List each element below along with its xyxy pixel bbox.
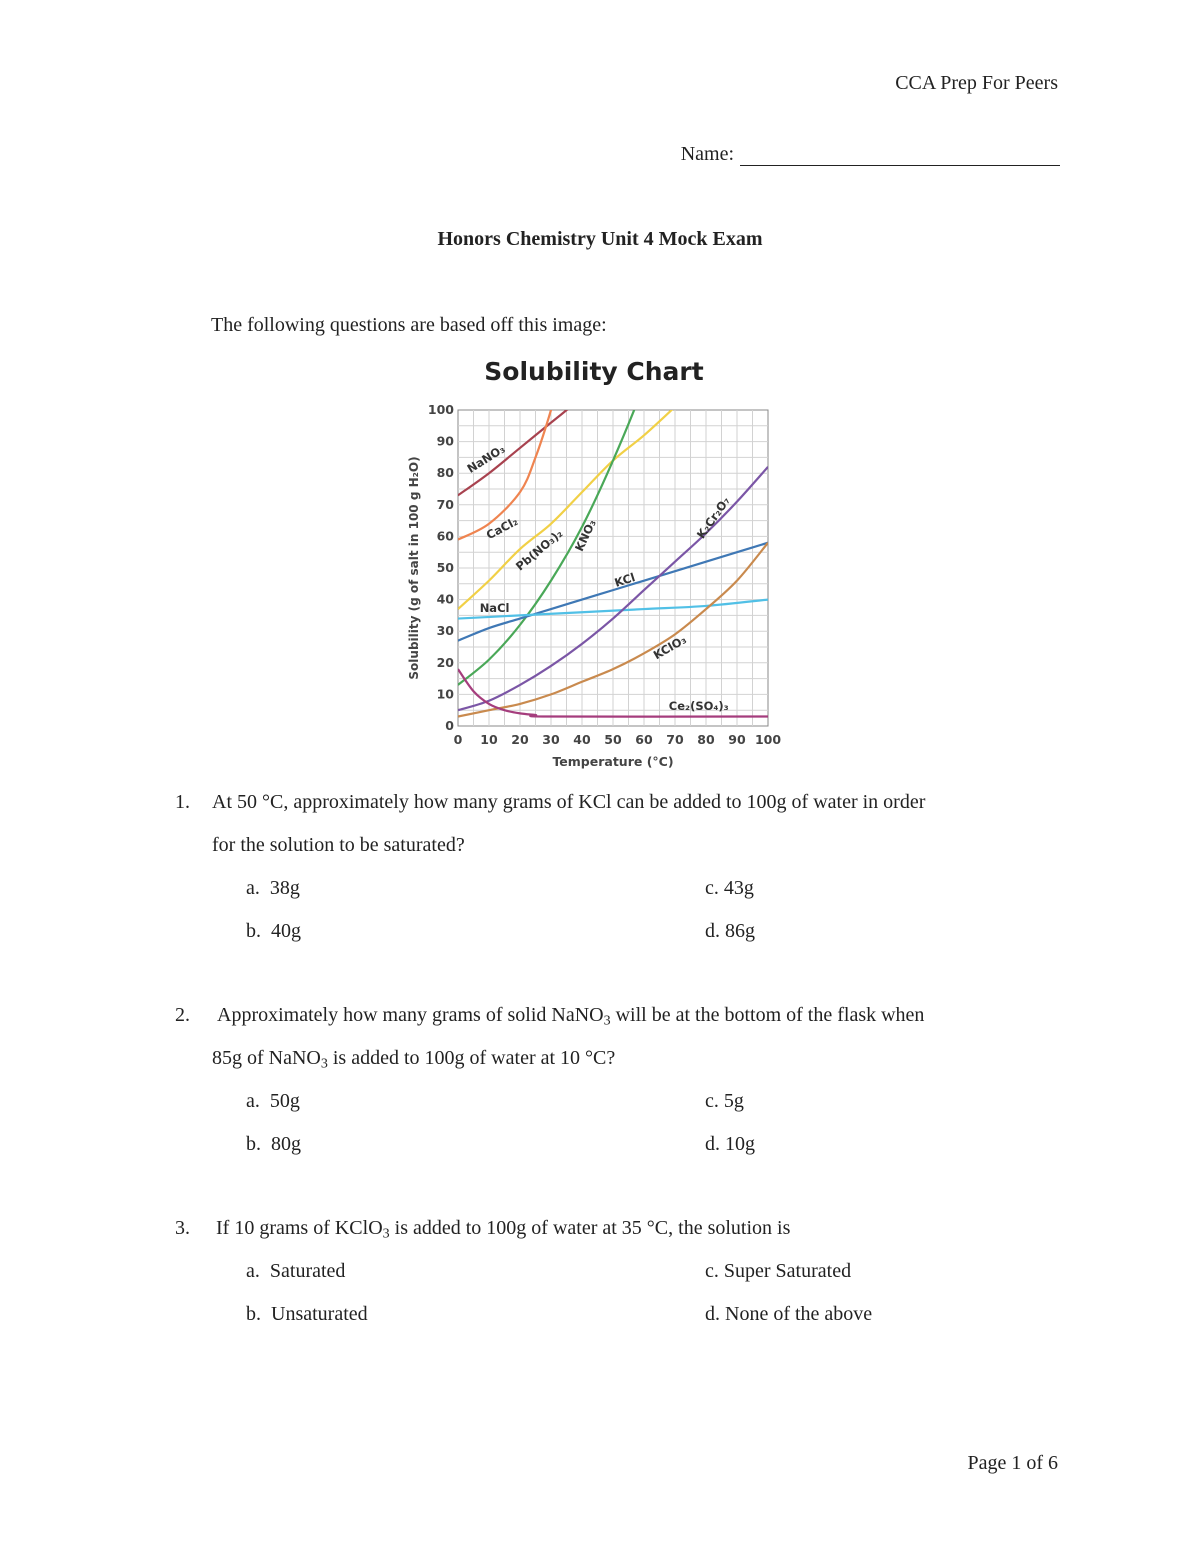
option-letter: d.: [705, 1303, 720, 1325]
option-letter: c.: [705, 1090, 719, 1112]
q3-text-line1: [216, 1217, 790, 1240]
q2-number: 2.: [175, 1004, 190, 1026]
option-text: 50g: [269, 1090, 300, 1112]
y-tick-labels: [428, 402, 454, 733]
q1-option-c[interactable]: [705, 877, 754, 900]
y-tick-label: 30: [436, 623, 454, 639]
y-tick-label: 60: [436, 528, 454, 544]
q2-line1-part: Approximately how many grams of solid NaNO: [217, 1004, 604, 1026]
option-letter: c.: [705, 1260, 719, 1282]
option-letter: a.: [246, 1090, 260, 1112]
header-org: CCA Prep For Peers: [895, 72, 1058, 94]
name-label: Name:: [680, 143, 734, 165]
q3-option-b[interactable]: [246, 1303, 368, 1326]
q3-number: 3.: [175, 1217, 190, 1239]
option-text: Saturated: [269, 1260, 346, 1282]
series-label: KCl: [612, 570, 637, 590]
name-row: [681, 143, 1060, 166]
q2-option-d[interactable]: [705, 1133, 755, 1156]
series-label: K₂Cr₂O₇: [693, 493, 733, 542]
q1-number: 1.: [175, 791, 190, 813]
y-tick-label: 50: [436, 560, 454, 575]
q1-text-line1: At 50 °C, approximately how many grams of KCl can be added to 100g of water in order: [212, 791, 926, 813]
series-label: NaNO₃: [464, 441, 508, 476]
x-tick-label: 90: [728, 732, 746, 747]
option-letter: b.: [246, 1133, 261, 1155]
subscript: 3: [382, 1226, 390, 1242]
option-text: 38g: [269, 877, 300, 899]
y-axis-label: Solubility (g of salt in 100 g H₂O): [407, 456, 421, 680]
q1-option-d[interactable]: [705, 920, 755, 943]
q3-line1-part: is added to 100g of water at 35 °C, the solution is: [389, 1217, 791, 1239]
q3-option-a[interactable]: [246, 1260, 345, 1283]
series-label: CaCl₂: [483, 514, 521, 543]
option-text: Unsaturated: [271, 1303, 368, 1325]
q3-option-d[interactable]: [705, 1303, 872, 1326]
grid: [458, 410, 768, 726]
q3-option-c[interactable]: [705, 1260, 851, 1283]
option-letter: d.: [705, 920, 720, 942]
option-text: 5g: [723, 1090, 744, 1112]
option-text: Super Saturated: [723, 1260, 852, 1282]
series-label: Ce₂(SO₄)₃: [668, 699, 729, 714]
x-tick-labels: [454, 732, 782, 747]
x-tick-label: 30: [542, 732, 560, 747]
x-tick-label: 80: [697, 732, 715, 747]
q2-option-b[interactable]: [246, 1133, 301, 1156]
option-text: 80g: [271, 1133, 301, 1155]
q2-option-a[interactable]: [246, 1090, 300, 1113]
option-letter: b.: [246, 920, 261, 942]
page-number: Page 1 of 6: [967, 1452, 1058, 1474]
y-tick-label: 100: [427, 402, 454, 417]
q2-line2-part: is added to 100g of water at 10 °C?: [327, 1047, 616, 1069]
series-label: Pb(NO₃)₂: [512, 526, 566, 574]
option-letter: b.: [246, 1303, 261, 1325]
option-letter: a.: [246, 877, 260, 899]
y-tick-label: 70: [436, 496, 454, 512]
x-tick-label: 10: [480, 732, 498, 747]
q1-text-line2: for the solution to be saturated?: [212, 834, 465, 856]
option-letter: c.: [705, 877, 719, 899]
x-tick-label: 50: [604, 732, 622, 747]
q1-option-a[interactable]: [246, 877, 300, 900]
option-text: None of the above: [725, 1303, 873, 1325]
q3-line1-part: If 10 grams of KClO: [216, 1217, 383, 1239]
page-title: Honors Chemistry Unit 4 Mock Exam: [437, 228, 763, 250]
series-label: KNO₃: [572, 517, 599, 554]
x-tick-label: 60: [635, 732, 653, 747]
y-tick-label: 0: [445, 718, 454, 733]
subscript: 3: [320, 1056, 328, 1072]
chart-title: Solubility Chart: [484, 357, 704, 386]
option-text: 86g: [725, 920, 755, 942]
name-field-line[interactable]: [740, 143, 1060, 166]
x-tick-label: 70: [666, 732, 684, 747]
series-label: KClO₃: [650, 632, 689, 663]
y-tick-label: 80: [436, 465, 454, 481]
option-text: 40g: [271, 920, 301, 942]
y-tick-label: 40: [436, 591, 454, 607]
q2-line1-part: will be at the bottom of the flask when: [610, 1004, 925, 1026]
x-tick-label: 100: [754, 732, 782, 747]
x-tick-label: 0: [453, 732, 463, 747]
y-tick-label: 10: [436, 686, 454, 702]
y-tick-label: 20: [436, 654, 454, 670]
option-text: 10g: [725, 1133, 755, 1155]
intro-text: The following questions are based off this image:: [211, 314, 607, 336]
y-tick-label: 90: [436, 433, 454, 449]
option-letter: d.: [705, 1133, 720, 1155]
q1-option-b[interactable]: [246, 920, 301, 943]
q2-text-line1: [217, 1004, 924, 1027]
q2-line2-part: 85g of NaNO: [212, 1047, 321, 1069]
x-tick-label: 20: [511, 732, 529, 747]
subscript: 3: [603, 1013, 611, 1029]
x-axis-label: Temperature (°C): [552, 754, 674, 769]
series-label: NaCl: [479, 601, 510, 616]
q2-option-c[interactable]: [705, 1090, 744, 1113]
q2-text-line2: [212, 1047, 615, 1070]
solubility-chart: [398, 350, 798, 780]
option-letter: a.: [246, 1260, 260, 1282]
option-text: 43g: [723, 877, 754, 899]
x-tick-label: 40: [573, 732, 591, 747]
